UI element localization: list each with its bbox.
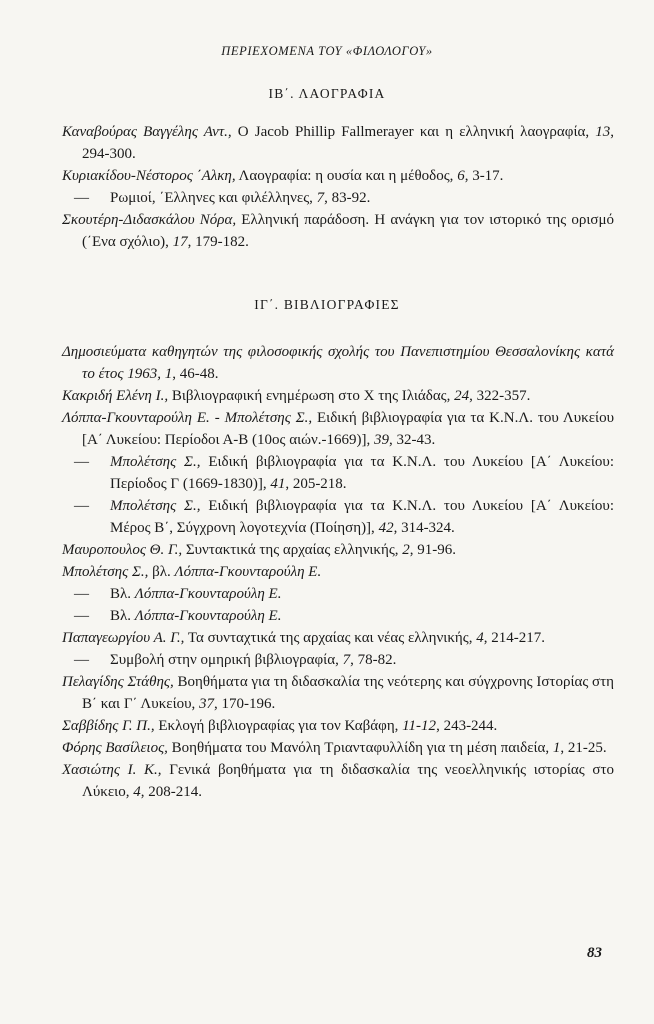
entry-crossref: Λόππα-Γκουνταρούλη Ε. bbox=[174, 564, 322, 580]
entry-pages: , 91-96. bbox=[409, 542, 457, 558]
entry-title: Συμβολή στην ομηρική βιβλιογραφία, bbox=[110, 652, 343, 668]
entry-volume: 13 bbox=[595, 124, 611, 140]
entry-pages: , 243-244. bbox=[436, 718, 498, 734]
entry-title: Ειδική βιβλιογραφία για τα Κ.Ν.Λ. του Λυκείου [Α΄ Λυκείου: Μέρος Β΄, Σύγχρονη λογοτεχνία (Ποίηση)], bbox=[110, 498, 615, 536]
ditto-dash: — bbox=[74, 586, 89, 602]
entry-title: Ειδική βιβλιογραφία για τα Κ.Ν.Λ. του Λυκείου [Α΄ Λυκείου: Περίοδοι Α-Β (10ος αιών.-1669)], bbox=[82, 410, 615, 448]
bibliography-entry bbox=[62, 341, 614, 385]
entry-pages: , 179-182. bbox=[187, 234, 249, 250]
entry-author: Χασιώτης Ι. Κ., bbox=[62, 762, 162, 778]
entry-author: Μαυροπουλος Θ. Γ., bbox=[62, 542, 183, 558]
bibliography-entry-continued bbox=[62, 451, 614, 495]
entry-author: Καναβούρας Βαγγέλης Αντ., bbox=[62, 124, 232, 140]
bibliography-entry bbox=[62, 671, 614, 715]
entry-crossref: Λόππα-Γκουνταρούλη Ε. bbox=[134, 586, 282, 602]
entry-title: Βλ. bbox=[110, 608, 135, 624]
entry-title: Λαογραφία: η ουσία και η μέθοδος, bbox=[235, 168, 458, 184]
entry-volume: 24 bbox=[454, 388, 470, 404]
entry-volume: 1 bbox=[164, 366, 173, 382]
entry-volume: 2 bbox=[402, 542, 410, 558]
section-title-bibliographies: ΙΓ΄. ΒΙΒΛΙΟΓΡΑΦΙΕΣ bbox=[254, 297, 400, 312]
entry-pages: , 170-196. bbox=[214, 696, 276, 712]
entry-author: Σαββίδης Γ. Π., bbox=[62, 718, 155, 734]
bibliography-entry-continued bbox=[62, 495, 614, 539]
entry-pages: , 208-214. bbox=[140, 784, 202, 800]
entry-volume: 6 bbox=[457, 168, 465, 184]
bibliography-entry bbox=[62, 209, 614, 253]
entry-crossref: Λόππα-Γκουνταρούλη Ε. bbox=[134, 608, 282, 624]
entry-author: Κυριακίδου-Νέστορος ΄Αλκη, bbox=[62, 168, 236, 184]
ditto-dash: — bbox=[74, 190, 89, 206]
entry-title: Ελληνική παράδοση. Η ανάγκη για τον ιστορικό της ορισμό (΄Ενα σχόλιο), bbox=[82, 212, 614, 250]
entry-volume: 7 bbox=[316, 190, 325, 206]
bibliographies-entry-list bbox=[62, 341, 614, 803]
bibliography-entry bbox=[62, 715, 614, 737]
entry-title: Συντακτικά της αρχαίας ελληνικής, bbox=[182, 542, 403, 558]
bibliography-entry-continued bbox=[62, 583, 614, 605]
entry-pages: , 83-92. bbox=[324, 190, 371, 206]
bibliography-entry bbox=[62, 561, 614, 583]
entry-volume: 41 bbox=[270, 476, 286, 492]
entry-title: Ειδική βιβλιογραφία για τα Κ.Ν.Λ. του Λυκείου [Α΄ Λυκείου: Περίοδος Γ (1669-1830)], bbox=[110, 454, 615, 492]
entry-author: Κακριδή Ελένη Ι., bbox=[62, 388, 169, 404]
bibliography-entry bbox=[62, 759, 614, 803]
entry-title: Ρωμιοί, ΄Ελληνες και φιλέλληνες, bbox=[110, 190, 317, 206]
entry-author: Πελαγίδης Στάθης, bbox=[62, 674, 174, 690]
entry-title: Βλ. bbox=[110, 586, 135, 602]
entry-pages: , 78-82. bbox=[350, 652, 397, 668]
entry-pages: , 21-25. bbox=[560, 740, 607, 756]
entry-volume: 37 bbox=[199, 696, 215, 712]
entry-volume: 17 bbox=[172, 234, 188, 250]
ditto-dash: — bbox=[74, 652, 89, 668]
entry-author: Μπολέτσης Σ., bbox=[62, 564, 149, 580]
entry-pages: , 46-48. bbox=[172, 366, 219, 382]
entry-volume: 11-12 bbox=[402, 718, 437, 734]
bibliography-entry bbox=[62, 165, 614, 187]
entry-author: Λόππα-Γκουνταρούλη Ε. - Μπολέτσης Σ., bbox=[62, 410, 313, 426]
folklore-entry-list bbox=[62, 121, 614, 253]
entry-title: Βιβλιογραφική ενημέρωση στο Χ της Ιλιάδας, bbox=[168, 388, 455, 404]
ditto-dash: — bbox=[74, 498, 89, 514]
entry-author: Μπολέτσης Σ., bbox=[110, 498, 201, 514]
entry-pages: , 3-17. bbox=[464, 168, 504, 184]
bibliography-entry-continued bbox=[62, 649, 614, 671]
entry-title: Γενικά βοηθήματα για τη διδασκαλία της νεοελληνικής ιστορίας στο Λύκειο, bbox=[82, 762, 615, 800]
entry-author: Παπαγεωργίου Α. Γ., bbox=[62, 630, 185, 646]
entry-author: Φόρης Βασίλειος, bbox=[62, 740, 168, 756]
ditto-dash: — bbox=[74, 608, 89, 624]
entry-title: Βοηθήματα του Μανόλη Τριανταφυλλίδη για τη μέση παιδεία, bbox=[167, 740, 553, 756]
running-head: ΠΕΡΙΕΧΟΜΕΝΑ ΤΟΥ «ΦΙΛΟΛΟΓΟΥ» bbox=[221, 44, 433, 58]
bibliography-entry bbox=[62, 539, 614, 561]
entry-volume: 7 bbox=[342, 652, 351, 668]
entry-pages: , 314-324. bbox=[393, 520, 455, 536]
ditto-dash: — bbox=[74, 454, 89, 470]
entry-author: Μπολέτσης Σ., bbox=[110, 454, 201, 470]
entry-pages: , 322-357. bbox=[469, 388, 531, 404]
entry-title: βλ. bbox=[148, 564, 175, 580]
entry-pages: , 205-218. bbox=[285, 476, 347, 492]
bibliography-entry bbox=[62, 385, 614, 407]
section-title-folklore: ΙΒ΄. ΛΑΟΓΡΑΦΙΑ bbox=[268, 86, 386, 101]
bibliography-entry-continued bbox=[62, 605, 614, 627]
entry-volume: 4 bbox=[133, 784, 141, 800]
page-number: 83 bbox=[587, 945, 602, 961]
bibliography-entry bbox=[62, 737, 614, 759]
bibliography-entry bbox=[62, 407, 614, 451]
entry-title: Ο Jacob Phillip Fallmerayer και η ελληνική λαογραφία, bbox=[231, 124, 596, 140]
entry-pages: , 294-300. bbox=[82, 124, 614, 162]
entry-pages: , 214-217. bbox=[483, 630, 545, 646]
entry-title: Τα συνταχτικά της αρχαίας και νέας ελληνικής, bbox=[184, 630, 477, 646]
entry-volume: 4 bbox=[476, 630, 484, 646]
entry-title: Εκλογή βιβλιογραφίας για τον Καβάφη, bbox=[154, 718, 403, 734]
bibliography-entry-continued bbox=[62, 187, 614, 209]
entry-volume: 1 bbox=[552, 740, 561, 756]
entry-pages: , 32-43. bbox=[389, 432, 436, 448]
bibliography-entry bbox=[62, 627, 614, 649]
entry-author: Δημοσιεύματα καθηγητών της φιλοσοφικής σχολής του Πανεπιστημίου Θεσσαλονίκης κατά το έτος 1963, bbox=[62, 344, 614, 382]
entry-volume: 39 bbox=[374, 432, 390, 448]
entry-title: Βοηθήματα για τη διδασκαλία της νεότερης και σύγχρονης Ιστορίας στη Β΄ και Γ΄ Λυκείου, bbox=[82, 674, 614, 712]
entry-author: Σκουτέρη-Διδασκάλου Νόρα, bbox=[62, 212, 237, 228]
entry-volume: 42 bbox=[378, 520, 394, 536]
bibliography-entry bbox=[62, 121, 614, 165]
